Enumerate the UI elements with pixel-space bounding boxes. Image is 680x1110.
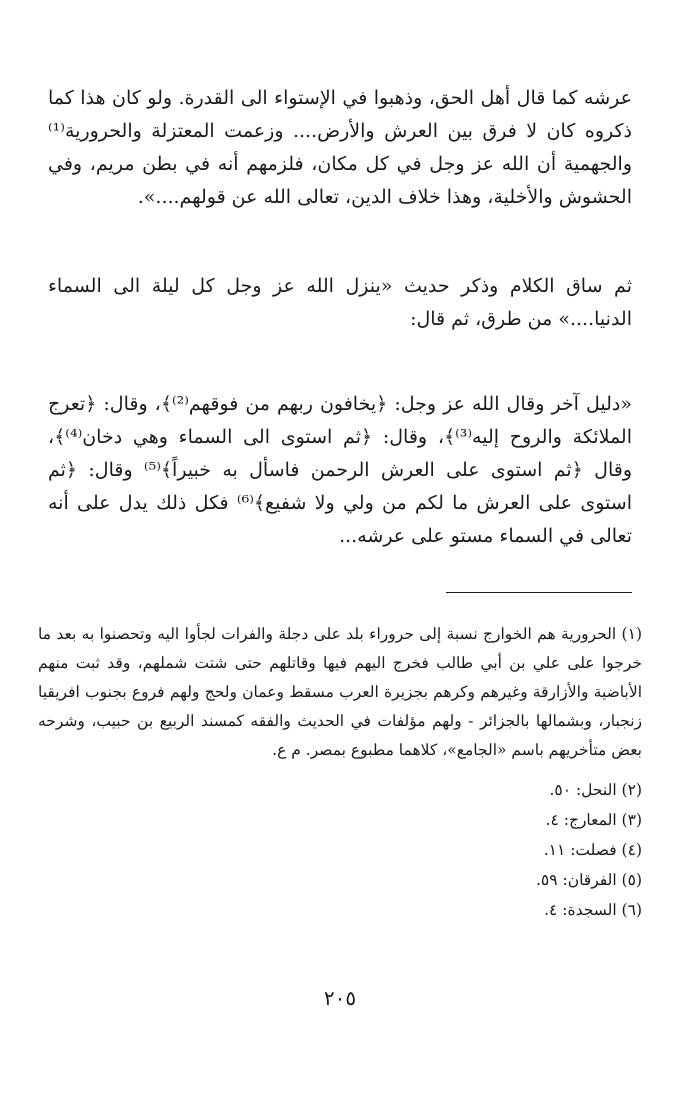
body-paragraph-1: عرشه كما قال أهل الحق، وذهبوا في الإستواء الى القدرة. ولو كان هذا كما ذكروه كان لا فرق بين العرش والأرض.... وزعمت المعتزلة والحرورية⁽¹⁾ والجهمية أن الله عز وجل في كل مكان، فلزمهم أنه في بطن مريم، وفي الحشوش والأخلية، وهذا خلاف الدين، تعالى الله عن قولهم....». (48, 87, 632, 208)
footnote-6: (٦) السجدة: ٤. (544, 901, 642, 919)
body-paragraph-3: «دليل آخر وقال الله عز وجل: ﴿يخافون ربهم من فوقهم⁽²⁾﴾، وقال: ﴿تعرج الملائكة والروح إليه⁽³⁾﴾، وقال: ﴿ثم استوى الى السماء وهي دخان⁽⁴⁾﴾، وقال ﴿ثم استوى على العرش الرحمن فاسأل به خبيراً﴾⁽⁵⁾ وقال: ﴿ثم استوى على العرش ما لكم من ولي ولا شفيع﴾⁽⁶⁾ فكل ذلك يدل على أنه تعالى في السماء مستو على عرشه... (48, 393, 632, 547)
footnote-separator (446, 592, 632, 593)
footnote-1: (١) الحرورية هم الخوارج نسبة إلى حروراء بلد على دجلة والفرات لجأوا اليه وتحصنوا به بعد ما خرجوا على علي بن أبي طالب فخرج اليهم فيها وقاتلهم حتى شتت شملهم، وقد ثبت منهم الأباضية والأزارقة وغيرهم وكرهم بجزيرة العرب مسقط وعمان ولحج ولهم فروع بجنوب افريقيا زنجبار، وبشمالها بالجزائر - ولهم مؤلفات في الحديث والفقه كمسند الربيع بن حبيب، وشرحه بعض متأخريهم باسم «الجامع»، كلاهما مطبوع بمصر. م ع. (38, 625, 642, 759)
footnote-5: (٥) الفرقان: ٥٩. (535, 871, 642, 889)
footnotes (38, 620, 642, 925)
body-paragraph-2: ثم ساق الكلام وذكر حديث «ينزل الله عز وجل كل ليلة الى السماء الدنيا....» من طرق، ثم قال: (48, 275, 632, 330)
footnote-2: (٢) النحل: ٥٠. (549, 781, 642, 799)
footnote-4: (٤) فصلت: ١١. (543, 841, 642, 859)
footnote-3: (٣) المعارج: ٤. (545, 811, 642, 829)
page-number: ٢٠٥ (323, 986, 357, 1010)
